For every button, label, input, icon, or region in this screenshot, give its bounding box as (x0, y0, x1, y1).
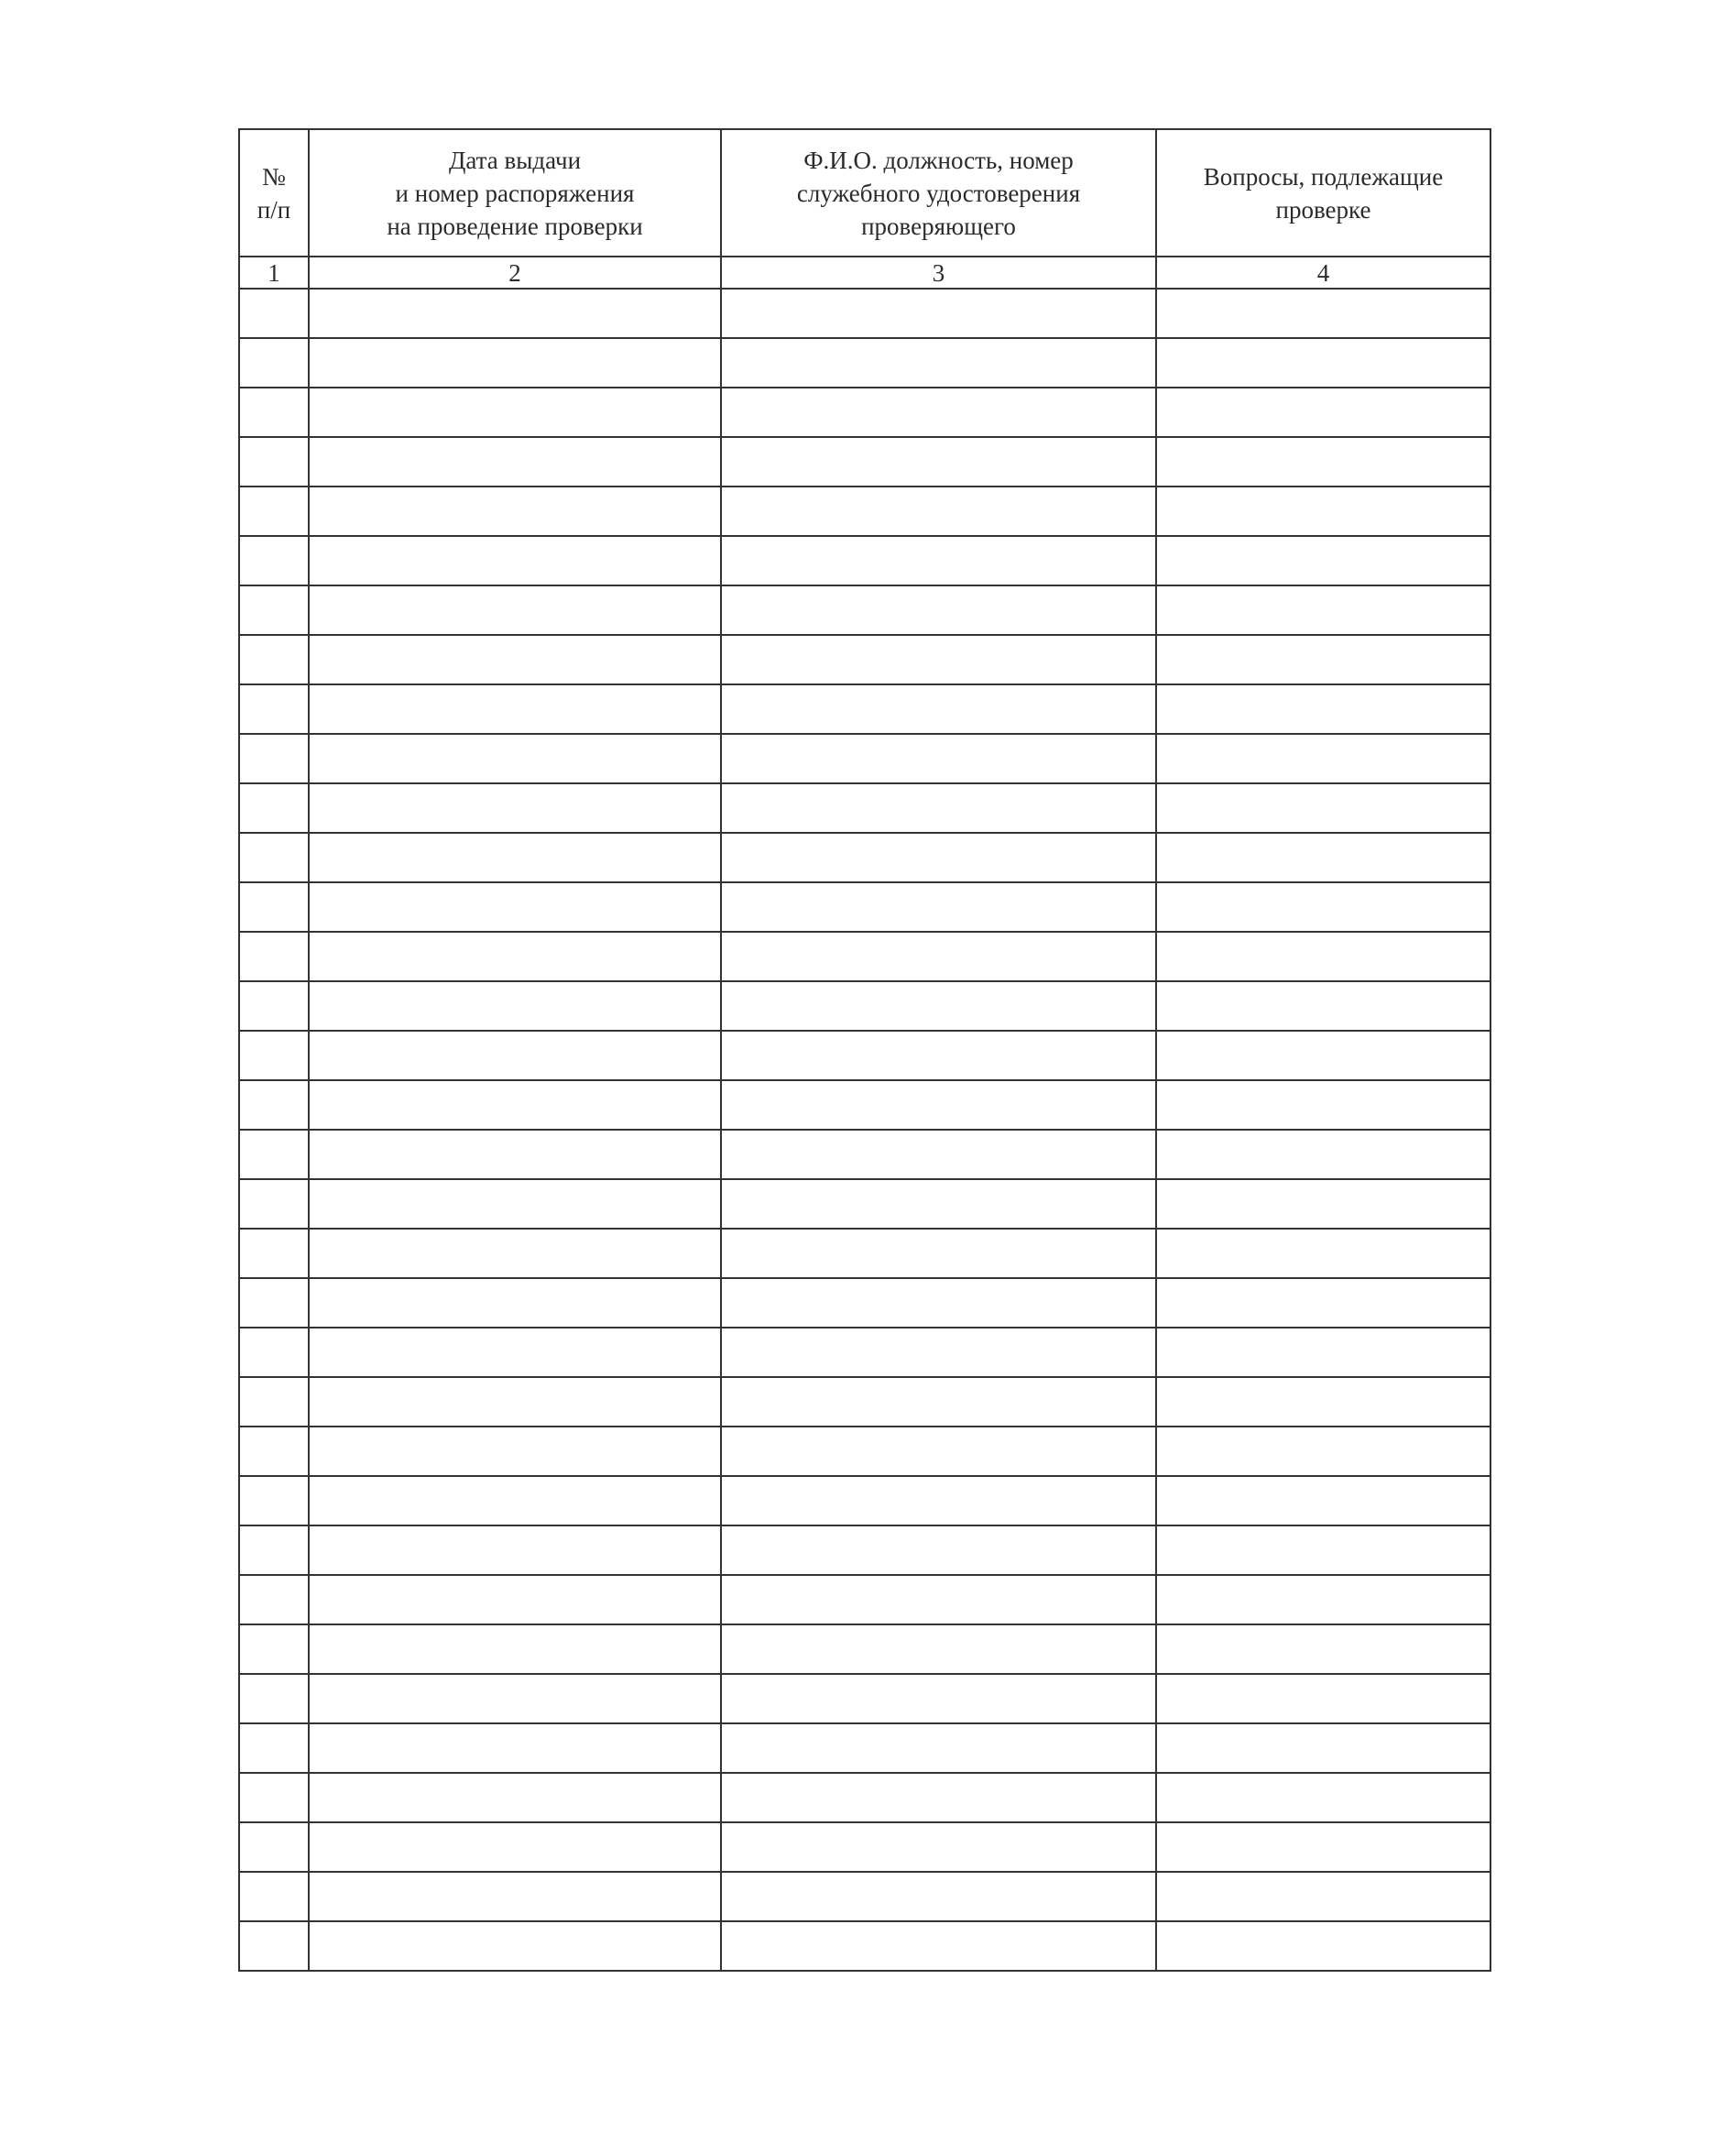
table-cell (721, 1278, 1156, 1328)
table-cell (721, 734, 1156, 783)
table-cell (309, 1229, 721, 1278)
table-cell (721, 1525, 1156, 1575)
table-cell (721, 1575, 1156, 1624)
table-cell (721, 1328, 1156, 1377)
table-cell (1156, 635, 1490, 684)
journal-body (239, 289, 1490, 1971)
table-cell (721, 289, 1156, 338)
table-cell (239, 1229, 309, 1278)
table-cell (309, 684, 721, 734)
table-cell (239, 437, 309, 487)
table-cell (1156, 882, 1490, 932)
table-row (239, 1822, 1490, 1872)
table-row (239, 585, 1490, 635)
table-cell (239, 882, 309, 932)
table-cell (1156, 1921, 1490, 1971)
table-cell (239, 684, 309, 734)
table-row (239, 981, 1490, 1031)
table-cell (1156, 1822, 1490, 1872)
table-row (239, 783, 1490, 833)
table-cell (309, 734, 721, 783)
table-row (239, 1773, 1490, 1822)
table-cell (239, 536, 309, 585)
table-row (239, 1377, 1490, 1427)
table-cell (1156, 981, 1490, 1031)
table-row (239, 1525, 1490, 1575)
table-cell (309, 1723, 721, 1773)
table-cell (239, 1377, 309, 1427)
column-number: 4 (1156, 257, 1490, 289)
table-cell (1156, 487, 1490, 536)
table-cell (239, 1624, 309, 1674)
table-cell (721, 1476, 1156, 1525)
table-row (239, 1674, 1490, 1723)
table-cell (1156, 536, 1490, 585)
header-line: на проведение проверки (387, 212, 643, 240)
table-row (239, 1427, 1490, 1476)
table-cell (1156, 1624, 1490, 1674)
table-cell (1156, 932, 1490, 981)
table-cell (309, 585, 721, 635)
table-cell (239, 1921, 309, 1971)
table-cell (309, 1773, 721, 1822)
table-row (239, 1872, 1490, 1921)
table-cell (239, 487, 309, 536)
table-cell (1156, 734, 1490, 783)
table-cell (239, 1130, 309, 1179)
header-line: проверке (1275, 195, 1371, 224)
table-cell (239, 1674, 309, 1723)
table-cell (239, 1031, 309, 1080)
table-cell (239, 338, 309, 388)
table-cell (721, 1723, 1156, 1773)
table-cell (309, 1130, 721, 1179)
table-cell (309, 437, 721, 487)
table-row (239, 487, 1490, 536)
table-cell (309, 1031, 721, 1080)
table-cell (309, 1575, 721, 1624)
table-cell (309, 1377, 721, 1427)
table-cell (239, 289, 309, 338)
table-cell (1156, 833, 1490, 882)
table-cell (309, 882, 721, 932)
table-cell (1156, 338, 1490, 388)
table-cell (1156, 1229, 1490, 1278)
table-cell (1156, 1328, 1490, 1377)
table-cell (239, 734, 309, 783)
table-cell (721, 684, 1156, 734)
table-cell (309, 1624, 721, 1674)
table-cell (309, 833, 721, 882)
header-line: служебного удостоверения (796, 179, 1081, 207)
table-cell (1156, 388, 1490, 437)
table-cell (1156, 1872, 1490, 1921)
table-cell (721, 1080, 1156, 1130)
table-cell (1156, 1674, 1490, 1723)
table-cell (309, 338, 721, 388)
inspection-journal-table (238, 128, 1491, 1972)
table-cell (1156, 1723, 1490, 1773)
table-cell (1156, 1278, 1490, 1328)
table-cell (721, 833, 1156, 882)
table-cell (239, 388, 309, 437)
table-cell (309, 1921, 721, 1971)
table-cell (721, 536, 1156, 585)
table-cell (309, 1328, 721, 1377)
table-cell (309, 932, 721, 981)
table-cell (309, 1278, 721, 1328)
table-cell (721, 981, 1156, 1031)
table-cell (309, 783, 721, 833)
table-cell (721, 882, 1156, 932)
table-cell (309, 536, 721, 585)
table-cell (309, 289, 721, 338)
table-cell (239, 1575, 309, 1624)
table-row (239, 437, 1490, 487)
table-cell (309, 487, 721, 536)
table-row (239, 1130, 1490, 1179)
table-row (239, 833, 1490, 882)
table-cell (721, 338, 1156, 388)
table-cell (309, 1525, 721, 1575)
table-cell (239, 1427, 309, 1476)
table-row (239, 635, 1490, 684)
table-row (239, 1723, 1490, 1773)
table-cell (239, 1328, 309, 1377)
table-cell (721, 1130, 1156, 1179)
table-cell (309, 1822, 721, 1872)
table-cell (1156, 1130, 1490, 1179)
table-cell (721, 1872, 1156, 1921)
table-row (239, 684, 1490, 734)
table-cell (1156, 1575, 1490, 1624)
table-row (239, 1575, 1490, 1624)
table-cell (239, 1822, 309, 1872)
table-cell (239, 1080, 309, 1130)
header-line: и номер распоряжения (395, 179, 635, 207)
table-row (239, 1080, 1490, 1130)
table-cell (309, 388, 721, 437)
table-cell (309, 1179, 721, 1229)
table-row (239, 1031, 1490, 1080)
inspection-journal-page (238, 128, 1490, 1972)
table-cell (1156, 585, 1490, 635)
table-cell (239, 1773, 309, 1822)
table-row (239, 388, 1490, 437)
column-number: 1 (239, 257, 309, 289)
header-line: Дата выдачи (448, 146, 582, 174)
table-cell (309, 981, 721, 1031)
table-row (239, 1921, 1490, 1971)
table-cell (1156, 1377, 1490, 1427)
table-cell (239, 635, 309, 684)
header-cell-number (239, 129, 309, 257)
header-cell-inspector (721, 129, 1156, 257)
table-cell (721, 1921, 1156, 1971)
table-cell (239, 833, 309, 882)
table-cell (309, 1674, 721, 1723)
column-number: 3 (721, 257, 1156, 289)
table-cell (239, 932, 309, 981)
table-cell (1156, 1031, 1490, 1080)
table-cell (239, 1278, 309, 1328)
table-cell (721, 585, 1156, 635)
table-cell (1156, 1179, 1490, 1229)
table-cell (721, 437, 1156, 487)
table-cell (721, 1427, 1156, 1476)
table-cell (239, 1723, 309, 1773)
header-line: п/п (257, 195, 291, 224)
header-line: проверяющего (861, 212, 1016, 240)
table-cell (1156, 289, 1490, 338)
header-line: Вопросы, подлежащие (1203, 162, 1444, 191)
table-cell (309, 635, 721, 684)
column-number: 2 (309, 257, 721, 289)
table-cell (239, 585, 309, 635)
table-cell (239, 783, 309, 833)
table-cell (309, 1872, 721, 1921)
table-cell (309, 1476, 721, 1525)
table-cell (721, 932, 1156, 981)
header-cell-order-date (309, 129, 721, 257)
header-cell-questions (1156, 129, 1490, 257)
table-cell (721, 1229, 1156, 1278)
header-line: № (262, 162, 286, 191)
table-cell (1156, 684, 1490, 734)
header-line: Ф.И.О. должность, номер (803, 146, 1074, 174)
table-row (239, 338, 1490, 388)
table-row (239, 1179, 1490, 1229)
column-number-row (239, 257, 1490, 289)
table-cell (239, 1525, 309, 1575)
table-cell (721, 1822, 1156, 1872)
table-cell (721, 1773, 1156, 1822)
table-cell (1156, 1476, 1490, 1525)
table-row (239, 289, 1490, 338)
table-row (239, 1624, 1490, 1674)
table-cell (309, 1427, 721, 1476)
table-cell (721, 1624, 1156, 1674)
table-cell (721, 487, 1156, 536)
table-cell (721, 1674, 1156, 1723)
table-cell (239, 1476, 309, 1525)
table-row (239, 1278, 1490, 1328)
table-cell (1156, 1773, 1490, 1822)
table-row (239, 734, 1490, 783)
table-cell (721, 783, 1156, 833)
table-cell (721, 1179, 1156, 1229)
table-row (239, 1328, 1490, 1377)
table-cell (721, 1031, 1156, 1080)
table-row (239, 1476, 1490, 1525)
table-row (239, 536, 1490, 585)
table-cell (1156, 1427, 1490, 1476)
table-cell (1156, 783, 1490, 833)
table-cell (1156, 1080, 1490, 1130)
table-cell (721, 1377, 1156, 1427)
table-cell (1156, 437, 1490, 487)
table-row (239, 1229, 1490, 1278)
header-row (239, 129, 1490, 257)
table-cell (721, 388, 1156, 437)
table-cell (239, 981, 309, 1031)
table-cell (721, 635, 1156, 684)
table-cell (239, 1179, 309, 1229)
table-row (239, 882, 1490, 932)
table-cell (239, 1872, 309, 1921)
table-cell (309, 1080, 721, 1130)
table-cell (1156, 1525, 1490, 1575)
table-row (239, 932, 1490, 981)
